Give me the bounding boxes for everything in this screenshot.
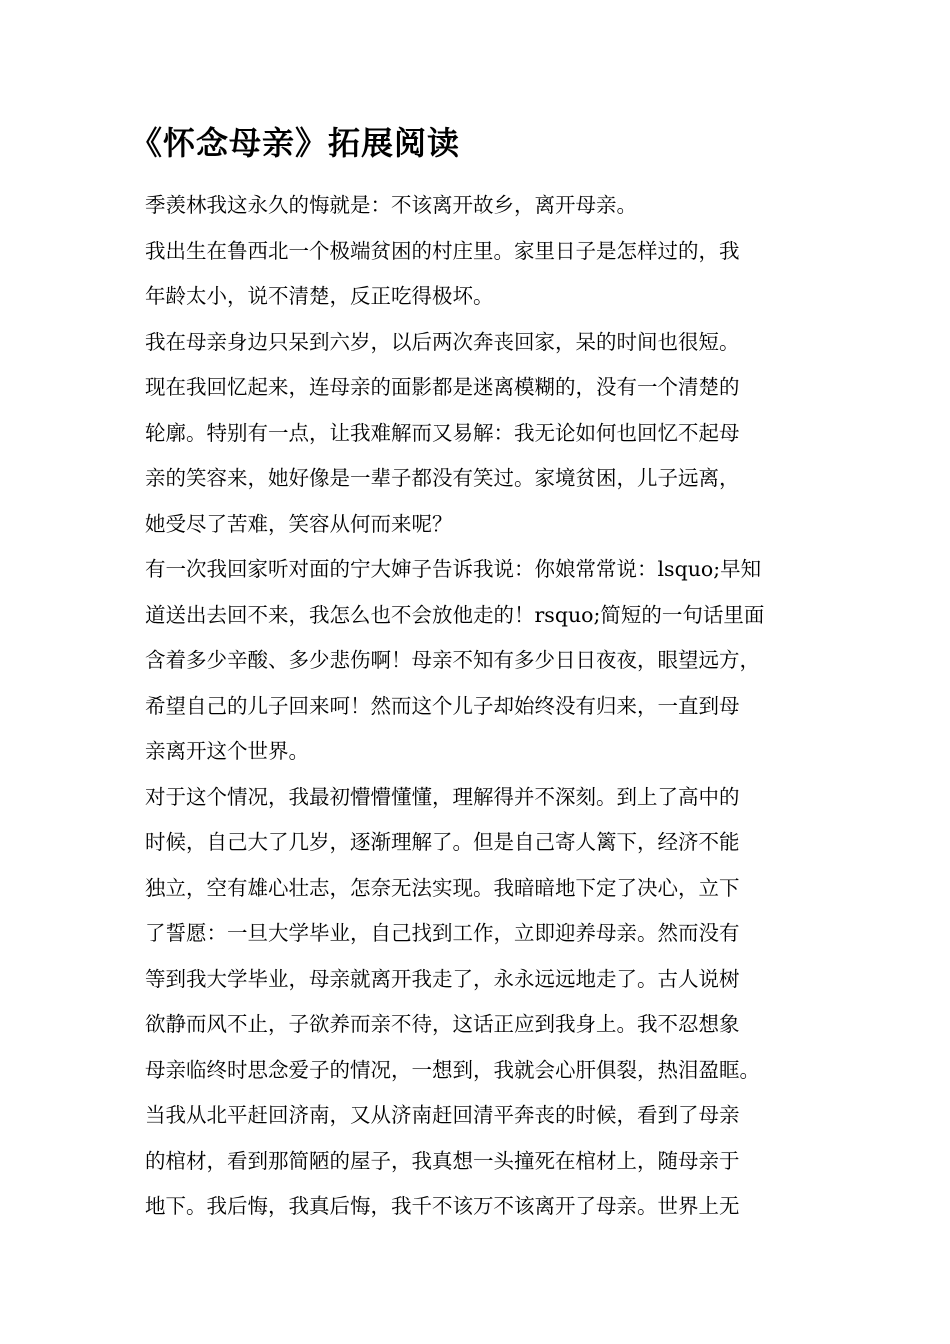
- text-line: 我出生在鲁西北一个极端贫困的村庄里。家里日子是怎样过的，我: [145, 238, 740, 263]
- text-line: 独立，空有雄心壮志，怎奈无法实现。我暗暗地下定了决心，立下: [145, 875, 740, 900]
- document-title: 《怀念母亲》拓展阅读: [130, 124, 461, 162]
- document-body: [145, 186, 845, 1233]
- text-line: 现在我回忆起来，连母亲的面影都是迷离模糊的，没有一个清楚的: [145, 375, 740, 399]
- text-line: 的棺材，看到那简陋的屋子，我真想一头撞死在棺材上，随母亲于: [145, 1148, 740, 1173]
- text-line: 对于这个情况，我最初懵懵懂懂，理解得并不深刻。到上了高中的: [145, 784, 740, 809]
- text-line: 地下。我后悔，我真后悔，我千不该万不该离开了母亲。世界上无: [145, 1194, 740, 1218]
- text-line: 有一次我回家听对面的宁大婶子告诉我说：你娘常常说：lsquo;早知: [145, 557, 762, 581]
- text-line: 亲的笑容来，她好像是一辈子都没有笑过。家境贫困，儿子远离，: [145, 466, 740, 490]
- text-line: 当我从北平赶回济南，又从济南赶回清平奔丧的时候，看到了母亲: [145, 1103, 740, 1127]
- text-line: 时候，自己大了几岁，逐渐理解了。但是自己寄人篱下，经济不能: [145, 830, 740, 854]
- text-line: 我在母亲身边只呆到六岁，以后两次奔丧回家，呆的时间也很短。: [145, 329, 740, 354]
- text-line: 年龄太小，说不清楚，反正吃得极坏。: [145, 284, 494, 308]
- text-line: 了誓愿：一旦大学毕业，自己找到工作，立即迎养母亲。然而没有: [145, 921, 740, 945]
- text-line: 道送出去回不来，我怎么也不会放他走的！rsquo;简短的一句话里面: [145, 602, 765, 627]
- text-line: 亲离开这个世界。: [145, 739, 309, 763]
- text-line: 轮廓。特别有一点，让我难解而又易解：我无论如何也回忆不起母: [145, 420, 740, 445]
- text-line: 她受尽了苦难，笑容从何而来呢？: [145, 511, 453, 536]
- text-line: 含着多少辛酸、多少悲伤啊！母亲不知有多少日日夜夜，眼望远方，: [145, 648, 760, 672]
- text-line: 等到我大学毕业，母亲就离开我走了，永永远远地走了。古人说树: [145, 966, 740, 991]
- text-line: 母亲临终时思念爱子的情况，一想到，我就会心肝俱裂，热泪盈眶。: [145, 1057, 760, 1082]
- text-line: 希望自己的儿子回来呵！然而这个儿子却始终没有归来，一直到母: [145, 693, 740, 718]
- text-line: 欲静而风不止，子欲养而亲不待，这话正应到我身上。我不忍想象: [145, 1012, 740, 1036]
- text-line: 季羡林我这永久的悔就是：不该离开故乡，离开母亲。: [145, 193, 637, 217]
